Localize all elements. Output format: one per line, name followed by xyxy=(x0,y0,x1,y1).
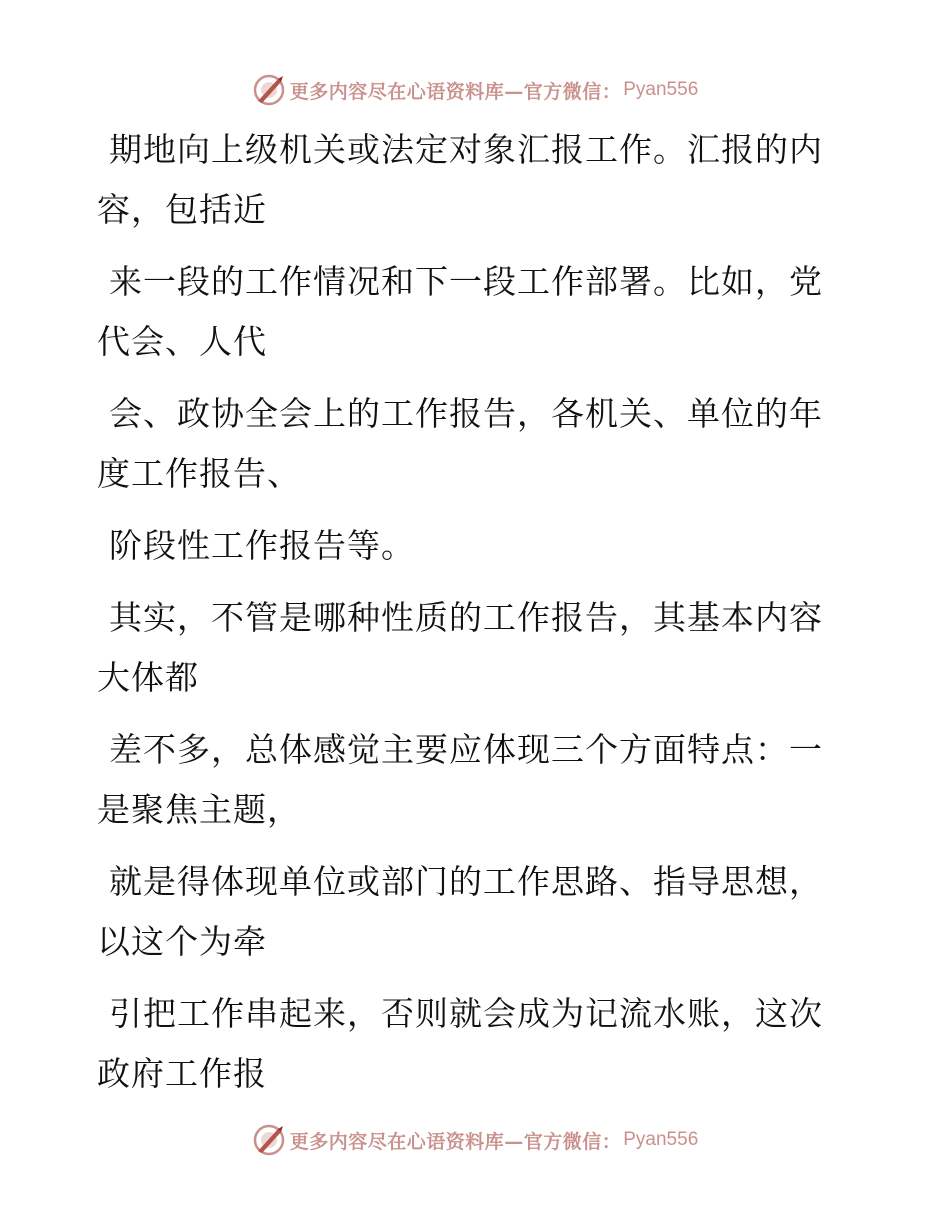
footer-banner-text: 更多内容尽在心语资料库—官方微信： xyxy=(289,1130,622,1153)
paragraph xyxy=(97,252,857,372)
paragraph xyxy=(97,384,857,504)
paragraph xyxy=(97,588,857,708)
paragraph-line: 政府工作报 xyxy=(97,1054,267,1093)
paragraph-line: 容，包括近 xyxy=(97,190,267,229)
quill-pen-circle-icon xyxy=(252,1123,286,1157)
header-banner xyxy=(0,70,950,110)
header-banner-text: 更多内容尽在心语资料库—官方微信： xyxy=(289,80,622,103)
paragraph-line: 大体都 xyxy=(97,658,199,697)
footer-banner xyxy=(0,1120,950,1160)
paragraph-line: 代会、人代 xyxy=(97,322,267,361)
paragraph-line: 以这个为牵 xyxy=(97,922,267,961)
paragraph-line: 是聚焦主题， xyxy=(97,790,301,829)
quill-pen-circle-icon xyxy=(252,73,286,107)
paragraph xyxy=(97,516,857,576)
paragraph-line: 阶段性工作报告等。 xyxy=(109,526,415,565)
paragraph-line: 期地向上级机关或法定对象汇报工作。汇报的内 xyxy=(109,130,823,169)
paragraph-line: 就是得体现单位或部门的工作思路、指导思想， xyxy=(109,862,823,901)
paragraph-line: 差不多，总体感觉主要应体现三个方面特点：一 xyxy=(109,730,823,769)
footer-wechat-id: Pyan556 xyxy=(623,1129,699,1150)
paragraph xyxy=(97,852,857,972)
paragraph-line: 来一段的工作情况和下一段工作部署。比如，党 xyxy=(109,262,823,301)
paragraph-line: 会、政协全会上的工作报告，各机关、单位的年 xyxy=(109,394,823,433)
paragraph xyxy=(97,120,857,240)
paragraph-line: 引把工作串起来，否则就会成为记流水账，这次 xyxy=(109,994,823,1033)
paragraph-line: 其实，不管是哪种性质的工作报告，其基本内容 xyxy=(109,598,823,637)
paragraph xyxy=(97,720,857,840)
header-wechat-id: Pyan556 xyxy=(623,79,699,100)
document-body xyxy=(97,120,857,1116)
paragraph-line: 度工作报告、 xyxy=(97,454,301,493)
paragraph xyxy=(97,984,857,1104)
